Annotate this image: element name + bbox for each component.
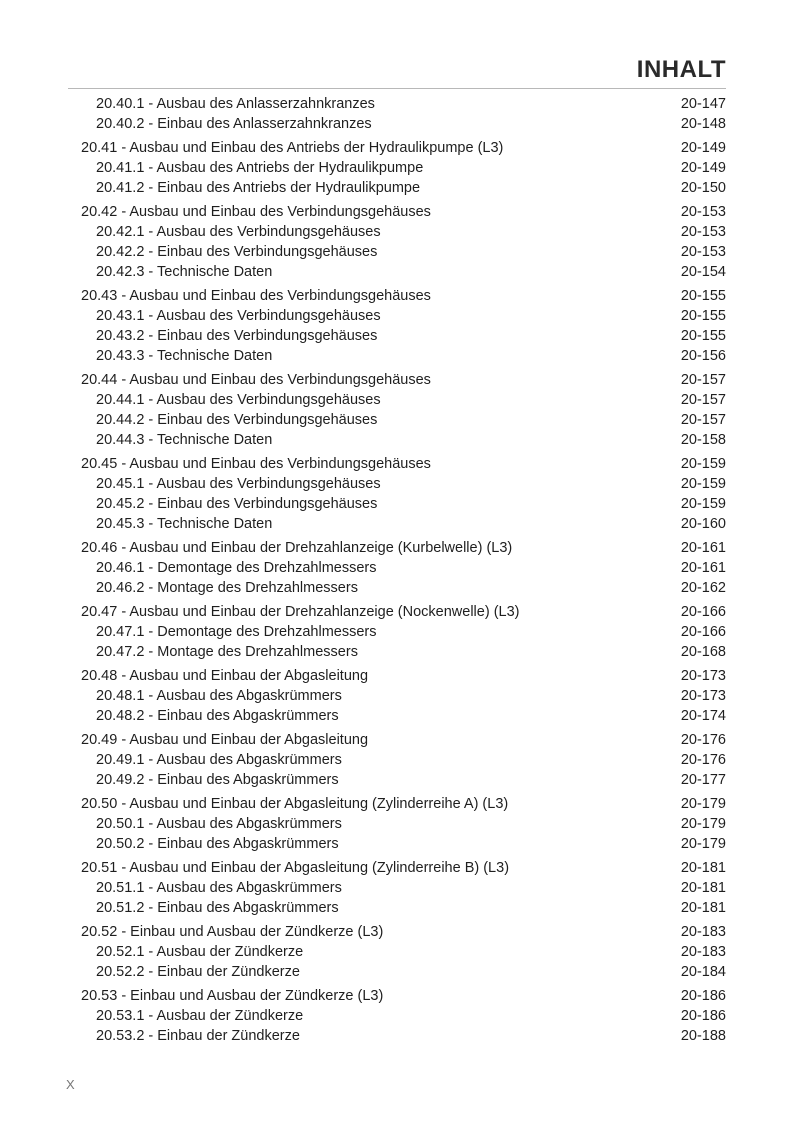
toc-subentry[interactable]: [0, 242, 794, 262]
toc-entry-page: 20-166: [680, 624, 726, 640]
toc-subentry[interactable]: [0, 750, 794, 770]
toc-entry-title: 20.42.1 - Ausbau des Verbindungsgehäuses: [96, 224, 381, 240]
toc-entry[interactable]: [0, 858, 794, 878]
toc-entry[interactable]: [0, 138, 794, 158]
toc-entry-title: 20.51.2 - Einbau des Abgaskrümmers: [96, 900, 339, 916]
toc-entry-title: 20.50 - Ausbau und Einbau der Abgasleitung (Zylinderreihe A) (L3): [81, 796, 509, 812]
toc-entry[interactable]: [0, 454, 794, 474]
toc-entry-page: 20-150: [680, 180, 726, 196]
toc-entry-title: 20.50.2 - Einbau des Abgaskrümmers: [96, 836, 339, 852]
toc-entry-page: 20-153: [680, 224, 726, 240]
toc-subentry[interactable]: [0, 834, 794, 854]
toc-entry-page: 20-179: [680, 796, 726, 812]
toc-group: [0, 538, 794, 598]
toc-group: [0, 794, 794, 854]
toc-entry-title: 20.45.1 - Ausbau des Verbindungsgehäuses: [96, 476, 381, 492]
toc-entry-page: 20-176: [680, 732, 726, 748]
toc-entry-page: 20-155: [680, 288, 726, 304]
toc-entry[interactable]: [0, 202, 794, 222]
toc-group: [0, 858, 794, 918]
toc-subentry[interactable]: [0, 898, 794, 918]
toc-entry[interactable]: [0, 602, 794, 622]
toc-entry-page: 20-166: [680, 604, 726, 620]
toc-subentry[interactable]: [0, 558, 794, 578]
toc-subentry[interactable]: [0, 770, 794, 790]
toc-subentry[interactable]: [0, 942, 794, 962]
toc-entry-title: 20.42.2 - Einbau des Verbindungsgehäuses: [96, 244, 378, 260]
toc-subentry[interactable]: [0, 494, 794, 514]
toc-subentry[interactable]: [0, 430, 794, 450]
toc-entry-title: 20.40.1 - Ausbau des Anlasserzahnkranzes: [96, 96, 375, 112]
toc-entry-title: 20.48.1 - Ausbau des Abgaskrümmers: [96, 688, 342, 704]
toc-entry-title: 20.52 - Einbau und Ausbau der Zündkerze (L3): [81, 924, 384, 940]
toc-group: [0, 730, 794, 790]
toc-entry-page: 20-186: [680, 1008, 726, 1024]
toc-subentry[interactable]: [0, 346, 794, 366]
toc-group: [0, 370, 794, 450]
toc-entry-title: 20.40.2 - Einbau des Anlasserzahnkranzes: [96, 116, 372, 132]
toc-group: [0, 138, 794, 198]
toc-entry-title: 20.49 - Ausbau und Einbau der Abgasleitung: [81, 732, 369, 748]
toc-entry-page: 20-158: [680, 432, 726, 448]
toc-entry-title: 20.42 - Ausbau und Einbau des Verbindungsgehäuses: [81, 204, 431, 220]
toc-entry-page: 20-179: [680, 836, 726, 852]
toc-entry[interactable]: [0, 986, 794, 1006]
toc-entry-page: 20-155: [680, 328, 726, 344]
toc-entry-title: 20.48 - Ausbau und Einbau der Abgasleitung: [81, 668, 369, 684]
toc-entry-page: 20-149: [680, 140, 726, 156]
toc-entry-page: 20-183: [680, 924, 726, 940]
toc-group: [0, 922, 794, 982]
toc-entry-page: 20-162: [680, 580, 726, 596]
toc-entry-title: 20.47.2 - Montage des Drehzahlmessers: [96, 644, 358, 660]
toc-subentry[interactable]: [0, 326, 794, 346]
toc-entry-title: 20.41 - Ausbau und Einbau des Antriebs der Hydraulikpumpe (L3): [81, 140, 504, 156]
toc-group: [0, 202, 794, 282]
toc-entry-page: 20-181: [680, 900, 726, 916]
toc-entry-page: 20-157: [680, 392, 726, 408]
toc-subentry[interactable]: [0, 578, 794, 598]
toc-entry-title: 20.44 - Ausbau und Einbau des Verbindungsgehäuses: [81, 372, 431, 388]
toc-entry[interactable]: [0, 538, 794, 558]
toc-entry-page: 20-155: [680, 308, 726, 324]
toc-entry-page: 20-176: [680, 752, 726, 768]
toc-entry-title: 20.41.1 - Ausbau des Antriebs der Hydraulikpumpe: [96, 160, 424, 176]
toc-subentry[interactable]: [0, 158, 794, 178]
toc-entry-page: 20-181: [680, 860, 726, 876]
toc-entry-page: 20-157: [680, 412, 726, 428]
toc-entry-page: 20-159: [680, 456, 726, 472]
toc-entry-title: 20.53.2 - Einbau der Zündkerze: [96, 1028, 300, 1044]
table-of-contents: [0, 94, 794, 1050]
toc-entry-page: 20-181: [680, 880, 726, 896]
toc-entry-title: 20.46.1 - Demontage des Drehzahlmessers: [96, 560, 377, 576]
toc-entry-page: 20-154: [680, 264, 726, 280]
toc-entry-title: 20.49.1 - Ausbau des Abgaskrümmers: [96, 752, 342, 768]
toc-subentry[interactable]: [0, 474, 794, 494]
toc-entry-title: 20.47 - Ausbau und Einbau der Drehzahlanzeige (Nockenwelle) (L3): [81, 604, 520, 620]
toc-subentry[interactable]: [0, 514, 794, 534]
toc-entry-page: 20-148: [680, 116, 726, 132]
toc-entry-page: 20-153: [680, 204, 726, 220]
toc-entry-title: 20.43 - Ausbau und Einbau des Verbindungsgehäuses: [81, 288, 431, 304]
toc-subentry[interactable]: [0, 706, 794, 726]
header-divider: [68, 88, 726, 89]
toc-subentry[interactable]: [0, 306, 794, 326]
toc-subentry[interactable]: [0, 962, 794, 982]
toc-entry-title: 20.48.2 - Einbau des Abgaskrümmers: [96, 708, 339, 724]
toc-entry[interactable]: [0, 286, 794, 306]
toc-entry[interactable]: [0, 730, 794, 750]
toc-entry-page: 20-179: [680, 816, 726, 832]
toc-entry-page: 20-186: [680, 988, 726, 1004]
toc-subentry[interactable]: [0, 222, 794, 242]
toc-subentry[interactable]: [0, 114, 794, 134]
toc-entry-page: 20-160: [680, 516, 726, 532]
toc-entry-page: 20-153: [680, 244, 726, 260]
toc-subentry[interactable]: [0, 814, 794, 834]
toc-entry-title: 20.50.1 - Ausbau des Abgaskrümmers: [96, 816, 342, 832]
toc-subentry[interactable]: [0, 878, 794, 898]
toc-entry[interactable]: [0, 370, 794, 390]
toc-entry-title: 20.51 - Ausbau und Einbau der Abgasleitung (Zylinderreihe B) (L3): [81, 860, 510, 876]
toc-entry-title: 20.42.3 - Technische Daten: [96, 264, 273, 280]
toc-entry-title: 20.46.2 - Montage des Drehzahlmessers: [96, 580, 358, 596]
toc-entry[interactable]: [0, 922, 794, 942]
toc-entry-title: 20.43.1 - Ausbau des Verbindungsgehäuses: [96, 308, 381, 324]
toc-entry-page: 20-168: [680, 644, 726, 660]
toc-subentry[interactable]: [0, 686, 794, 706]
toc-entry-page: 20-156: [680, 348, 726, 364]
toc-entry-page: 20-159: [680, 476, 726, 492]
toc-subentry[interactable]: [0, 262, 794, 282]
toc-group: [0, 602, 794, 662]
toc-entry-title: 20.51.1 - Ausbau des Abgaskrümmers: [96, 880, 342, 896]
toc-group: [0, 454, 794, 534]
toc-entry-title: 20.45.2 - Einbau des Verbindungsgehäuses: [96, 496, 378, 512]
toc-entry-title: 20.53 - Einbau und Ausbau der Zündkerze (L3): [81, 988, 384, 1004]
toc-subentry[interactable]: [0, 410, 794, 430]
toc-subentry[interactable]: [0, 390, 794, 410]
toc-entry-title: 20.52.1 - Ausbau der Zündkerze: [96, 944, 304, 960]
toc-entry-page: 20-184: [680, 964, 726, 980]
toc-entry-title: 20.44.1 - Ausbau des Verbindungsgehäuses: [96, 392, 381, 408]
toc-entry[interactable]: [0, 666, 794, 686]
toc-entry-title: 20.45 - Ausbau und Einbau des Verbindungsgehäuses: [81, 456, 431, 472]
toc-entry-page: 20-161: [680, 540, 726, 556]
page-number: X: [66, 1077, 75, 1092]
toc-entry-page: 20-161: [680, 560, 726, 576]
toc-entry-title: 20.47.1 - Demontage des Drehzahlmessers: [96, 624, 377, 640]
toc-entry-title: 20.53.1 - Ausbau der Zündkerze: [96, 1008, 304, 1024]
toc-subentry[interactable]: [0, 1006, 794, 1026]
toc-entry-page: 20-147: [680, 96, 726, 112]
page-title: INHALT: [636, 56, 726, 83]
toc-subentry[interactable]: [0, 1026, 794, 1046]
toc-entry-title: 20.49.2 - Einbau des Abgaskrümmers: [96, 772, 339, 788]
toc-entry-title: 20.45.3 - Technische Daten: [96, 516, 273, 532]
toc-entry-title: 20.46 - Ausbau und Einbau der Drehzahlanzeige (Kurbelwelle) (L3): [81, 540, 513, 556]
toc-group: [0, 666, 794, 726]
toc-entry-page: 20-173: [680, 668, 726, 684]
toc-group: [0, 286, 794, 366]
toc-entry-title: 20.43.2 - Einbau des Verbindungsgehäuses: [96, 328, 378, 344]
toc-entry-title: 20.44.2 - Einbau des Verbindungsgehäuses: [96, 412, 378, 428]
toc-entry[interactable]: [0, 794, 794, 814]
toc-entry-title: 20.41.2 - Einbau des Antriebs der Hydraulikpumpe: [96, 180, 421, 196]
toc-entry-page: 20-159: [680, 496, 726, 512]
toc-subentry[interactable]: [0, 642, 794, 662]
toc-entry-page: 20-183: [680, 944, 726, 960]
toc-group: [0, 986, 794, 1046]
toc-subentry[interactable]: [0, 622, 794, 642]
toc-subentry[interactable]: [0, 178, 794, 198]
toc-entry-page: 20-177: [680, 772, 726, 788]
toc-entry-title: 20.52.2 - Einbau der Zündkerze: [96, 964, 300, 980]
toc-entry-page: 20-174: [680, 708, 726, 724]
toc-group: [0, 94, 794, 134]
toc-entry-title: 20.43.3 - Technische Daten: [96, 348, 273, 364]
toc-entry-page: 20-173: [680, 688, 726, 704]
toc-entry-page: 20-149: [680, 160, 726, 176]
toc-subentry[interactable]: [0, 94, 794, 114]
toc-entry-title: 20.44.3 - Technische Daten: [96, 432, 273, 448]
toc-entry-page: 20-188: [680, 1028, 726, 1044]
toc-entry-page: 20-157: [680, 372, 726, 388]
